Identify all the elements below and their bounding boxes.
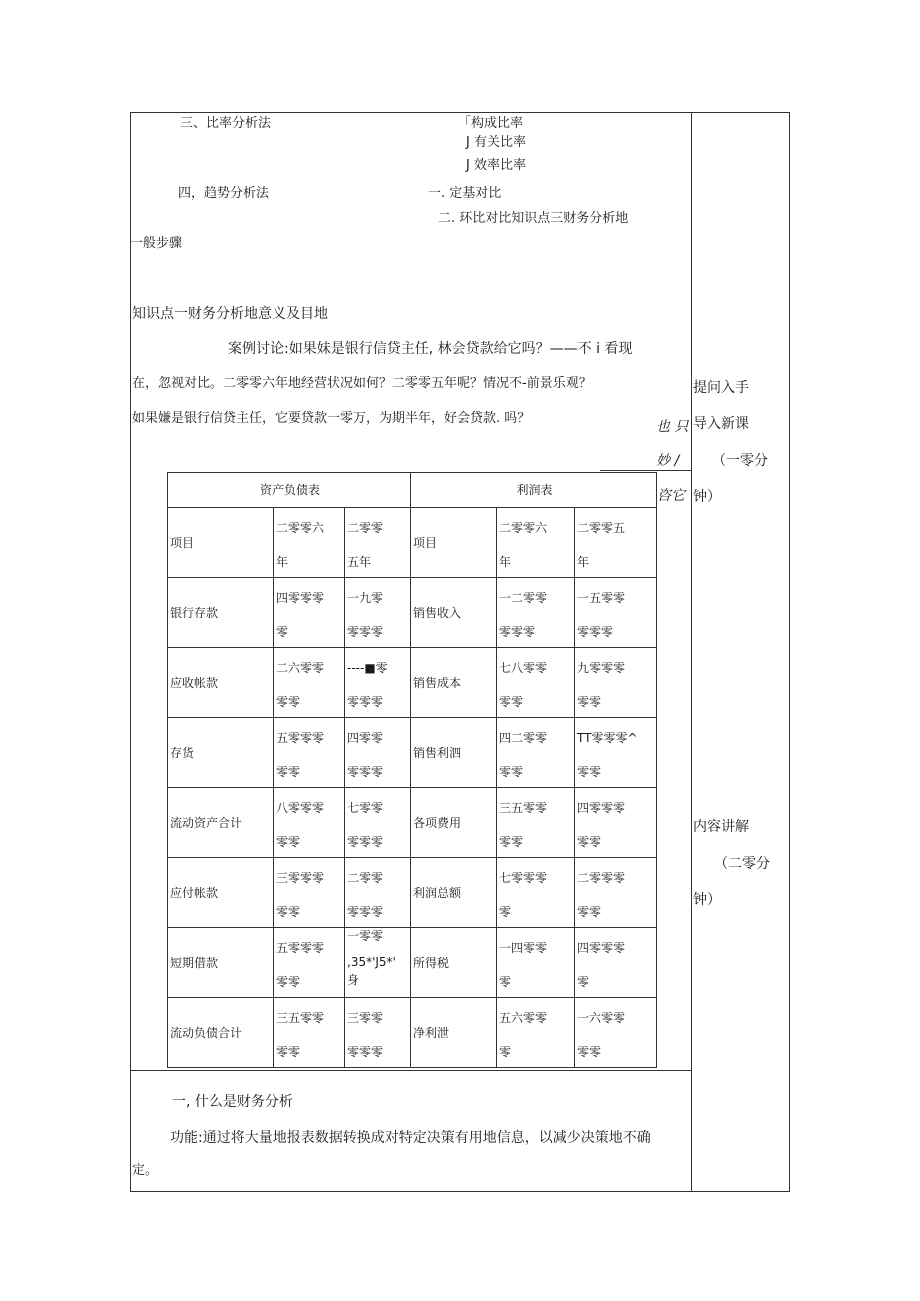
table-cell: 三五零零 零零 — [497, 788, 575, 858]
table-cell: 一五零零 零零零 — [575, 578, 657, 648]
table-cell: 一二零零 零零零 — [497, 578, 575, 648]
table-cell: 三零零零 零零 — [274, 858, 345, 928]
table-cell: 二零零 零零零 — [345, 858, 411, 928]
table-row — [168, 788, 657, 858]
ratio-method-heading: 三、比率分析法 — [180, 116, 272, 131]
table-cell: 四零零零 零 — [575, 928, 657, 998]
section-title: 知识点一财务分析地意义及目地 — [132, 306, 328, 322]
table-cell: 七八零零 零零 — [497, 648, 575, 718]
table-cell: 三五零零 零零 — [274, 998, 345, 1068]
row-label: 各项费用 — [411, 788, 497, 858]
table-cell: 二六零零 零零 — [274, 648, 345, 718]
table-cell: 二零零零 零零 — [575, 858, 657, 928]
table-row — [168, 578, 657, 648]
sidebar-intro: 导入新课 — [693, 416, 749, 432]
table-cell: 一六零零 零零 — [575, 998, 657, 1068]
margin-scribble: 妙 / — [656, 453, 680, 469]
trend-item-chain: 二. 环比对比知识点三财务分析地 — [438, 211, 629, 226]
case-text: 如果嫌是银行信贷主任，它要贷款一零万，为期半年，好会贷款. 吗？ — [132, 411, 531, 426]
trend-method-heading: 四，趋势分析法 — [178, 186, 270, 201]
row-label: 所得税 — [411, 928, 497, 998]
column-header: 二零零 五年 — [345, 508, 411, 578]
sidebar-intro: 提问入手 — [693, 380, 749, 396]
scribble-underline — [600, 470, 692, 471]
function-text: 功能:通过将大量地报表数据转换成对特定决策有用地信息，以减少决策地不确 — [170, 1130, 651, 1146]
table-cell: 四二零零 零零 — [497, 718, 575, 788]
table-cell: ----■零 零零零 — [345, 648, 411, 718]
case-text: 案例讨论:如果妹是银行信贷主任, 林会贷款给它吗？——不 i 看现 — [228, 341, 633, 357]
table-cell: 五零零零 零零 — [274, 718, 345, 788]
ratio-item-related: J 有关比率 — [466, 135, 526, 150]
column-header: 项目 — [168, 508, 274, 578]
sidebar-intro: 钟） — [693, 489, 721, 505]
row-label: 销售收入 — [411, 578, 497, 648]
table-title-row — [168, 473, 657, 508]
sidebar-content: 钟） — [693, 892, 721, 908]
row-label: 销售利泗 — [411, 718, 497, 788]
row-label: 利润总额 — [411, 858, 497, 928]
table-cell: 一零零 ,35*'J5*' 身 — [345, 928, 411, 998]
ratio-item-structure: 「构成比率 — [458, 116, 524, 131]
table-cell: 五六零零 零 — [497, 998, 575, 1068]
sidebar-content: （二零分 — [714, 856, 770, 872]
table-row — [168, 928, 657, 998]
row-label: 短期借款 — [168, 928, 274, 998]
row-label: 应收帐款 — [168, 648, 274, 718]
sidebar-content: 内容讲解 — [693, 819, 749, 835]
table-cell: TT零零零^ 零零 — [575, 718, 657, 788]
table-cell: 四零零零 零零 — [575, 788, 657, 858]
row-label: 存货 — [168, 718, 274, 788]
section-heading: 一, 什么是财务分析 — [172, 1094, 293, 1110]
margin-scribble: 也 只 — [656, 419, 689, 435]
table-row — [168, 648, 657, 718]
table-cell: 四零零 零零零 — [345, 718, 411, 788]
table-header-row — [168, 508, 657, 578]
row-label: 净利泄 — [411, 998, 497, 1068]
table-row — [168, 998, 657, 1068]
table-cell: 八零零零 零零 — [274, 788, 345, 858]
table-cell: 一九零 零零零 — [345, 578, 411, 648]
balance-sheet-title: 资产负债表 — [168, 473, 411, 508]
row-label: 银行存款 — [168, 578, 274, 648]
table-cell: 四零零零 零 — [274, 578, 345, 648]
table-cell: 五零零零 零零 — [274, 928, 345, 998]
table-cell: 七零零 零零零 — [345, 788, 411, 858]
trend-item-fixed-base: 一. 定基对比 — [428, 186, 502, 201]
table-cell: 一四零零 零 — [497, 928, 575, 998]
section-divider — [130, 1070, 692, 1071]
column-header: 二零零五 年 — [575, 508, 657, 578]
case-text: 在，忽视对比。二零零六年地经营状况如何？二零零五年呢？情况不-前景乐观？ — [132, 376, 592, 391]
table-cell: 七零零零 零 — [497, 858, 575, 928]
financial-table — [167, 472, 657, 1068]
table-cell: 九零零零 零零 — [575, 648, 657, 718]
row-label: 应付帐款 — [168, 858, 274, 928]
table-cell: 三零零 零零零 — [345, 998, 411, 1068]
table-row — [168, 718, 657, 788]
ratio-item-efficiency: J 效率比率 — [466, 158, 526, 173]
table-row — [168, 858, 657, 928]
row-label: 流动资产合计 — [168, 788, 274, 858]
column-header: 项目 — [411, 508, 497, 578]
margin-scribble: 咨它 — [657, 488, 685, 504]
sidebar-intro: （一零分 — [712, 453, 768, 469]
row-label: 流动负债合计 — [168, 998, 274, 1068]
column-header: 二零零六 年 — [274, 508, 345, 578]
row-label: 销售成本 — [411, 648, 497, 718]
general-steps: 一般步骤 — [130, 236, 183, 251]
income-statement-title: 利润表 — [411, 473, 657, 508]
column-divider — [691, 112, 692, 1192]
column-header: 二零零六 年 — [497, 508, 575, 578]
function-text: 定。 — [132, 1163, 159, 1178]
